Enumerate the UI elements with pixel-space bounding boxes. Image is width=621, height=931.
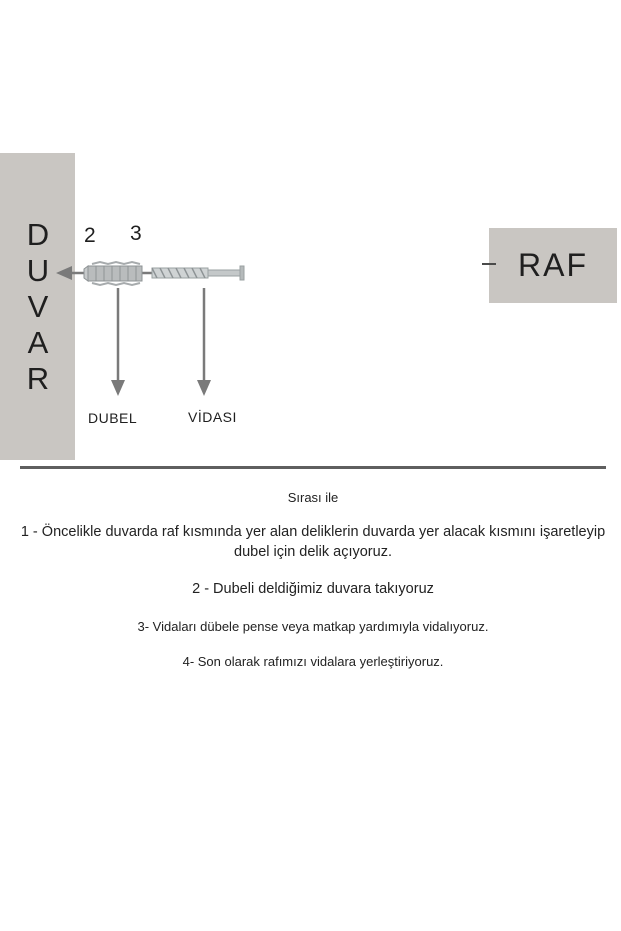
section-divider (20, 466, 606, 469)
dowel-leader-arrow-icon (111, 288, 125, 396)
screw-callout-label: VİDASI (188, 409, 237, 425)
wall-label: DUVAR (20, 216, 56, 397)
dowel-number: 2 (84, 224, 96, 247)
instruction-step-3: 3- Vidaları dübele pense veya matkap yardımıyla vidalıyoruz. (137, 618, 489, 634)
shelf-leader-dash (482, 263, 496, 265)
screw-leader-arrow-icon (197, 288, 211, 396)
screw-icon (152, 266, 244, 280)
instructions-block (20, 484, 606, 689)
shelf-label: RAF (518, 247, 588, 283)
instruction-step-1: 1 - Öncelikle duvarda raf kısmında yer alan deliklerin duvarda yer alacak kısmını işaretleyip dubel için delik açıyoruz. (20, 524, 606, 560)
instructions-heading: Sırası ile (287, 490, 339, 505)
instruction-step-4: 4- Son olarak rafımızı vidalara yerleştiriyoruz. (182, 654, 444, 670)
dowel-icon (84, 262, 142, 285)
screw-number: 3 (130, 222, 142, 245)
dowel-callout-label: DUBEL (88, 410, 138, 426)
instruction-step-2: 2 - Dubeli deldiğimiz duvara takıyoruz (192, 581, 434, 598)
